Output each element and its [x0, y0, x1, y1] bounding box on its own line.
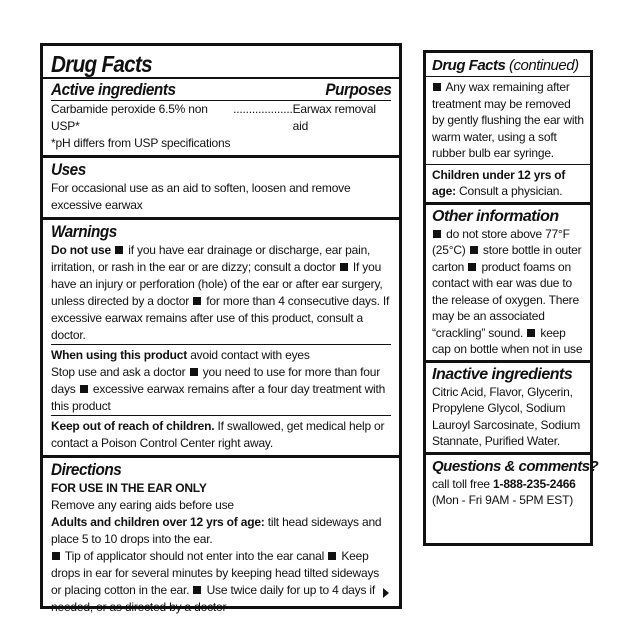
remove-aids-text: Remove any earing aids before use	[51, 498, 234, 512]
active-ingredients-section	[43, 77, 399, 155]
children-text: Consult a physician.	[459, 184, 563, 198]
adults-label: Adults and children over 12 yrs of age:	[51, 515, 265, 529]
adults-text: tilt head sideways and place 5 to 10 drops into the ear.	[51, 515, 382, 546]
ph-note: *pH differs from USP specifications	[51, 136, 231, 150]
do-not-use-label: Do not use	[51, 243, 111, 257]
continued-title	[432, 56, 584, 75]
bullet-icon	[527, 329, 535, 337]
questions-section	[426, 452, 599, 511]
when-using-text: avoid contact with eyes	[190, 348, 310, 362]
bullet-icon	[193, 297, 201, 305]
drug-facts-header	[43, 46, 399, 77]
active-ingredient: Carbamide peroxide 6.5% non USP*	[51, 102, 208, 133]
hours-text: (Mon - Fri 9AM - 5PM EST)	[432, 493, 574, 507]
keep-out-block	[51, 418, 391, 452]
questions-heading: Questions & comments?	[432, 457, 599, 475]
directions-heading: Directions	[51, 460, 122, 479]
directions-section	[43, 455, 399, 619]
active-ingredients-heading: Active ingredients	[51, 80, 176, 99]
wax-text: Any wax remaining after treatment may be removed by gently flushing the ear with warm water, using a soft rubber bulb ear syringe.	[432, 80, 584, 160]
bullet-icon	[468, 263, 476, 271]
bullet-icon	[115, 246, 123, 254]
do-not-use-block	[51, 242, 391, 345]
inactive-section	[426, 360, 590, 452]
other-info-4: keep cap on bottle when not in use	[432, 325, 583, 356]
directions-bullet-2: Keep drops in ear for several minutes by keeping head tilted sideways or placing cotton in the ear.	[51, 549, 380, 597]
active-purpose: Earwax removal aid	[292, 102, 376, 133]
other-info-3: product foams on contact with ear was due to the release of oxygen. There may be an associated “crackling” sound.	[432, 259, 579, 340]
children-label: Children under 12 yrs of age:	[432, 167, 566, 198]
stop-use-text: Stop use and ask a doctor	[51, 365, 186, 379]
bullet-icon	[433, 230, 441, 238]
phone-number[interactable]: 1-888-235-2466	[493, 476, 576, 491]
continued-title-suffix: (continued)	[509, 57, 579, 74]
bullet-icon	[470, 246, 478, 254]
uses-text: For occasional use as an aid to soften, loosen and remove excessive earwax	[51, 181, 351, 212]
bullet-icon	[80, 385, 88, 393]
other-info-1: do not store above 77°F (25°C)	[432, 226, 570, 257]
when-using-label: When using this product	[51, 348, 188, 362]
continue-arrow-icon	[383, 588, 389, 598]
bullet-icon	[340, 263, 348, 271]
when-using-block	[51, 347, 391, 364]
other-info-heading: Other information	[432, 207, 559, 225]
purposes-heading: Purposes	[324, 80, 391, 99]
other-info-text	[432, 226, 584, 358]
warnings-section	[43, 217, 399, 455]
bullet-icon	[190, 368, 198, 376]
continued-header	[426, 53, 590, 76]
wax-section	[426, 76, 590, 164]
do-not-use-3: for more than 4 consecutive days. If excessive earwax remains after use of this product, consult a doctor.	[51, 294, 390, 342]
inactive-heading: Inactive ingredients	[432, 365, 573, 383]
do-not-use-2: If you have an injury or perforation (hole) of the ear or after ear surgery, unless directed by a doctor	[51, 260, 383, 308]
bullet-icon	[433, 83, 441, 91]
uses-heading: Uses	[51, 160, 86, 179]
bullet-icon	[328, 552, 336, 560]
continued-title-text: Drug Facts	[432, 57, 506, 74]
bullet-icon	[52, 552, 60, 560]
uses-section	[43, 155, 399, 217]
do-not-use-1: if you have ear drainage or discharge, ear pain, irritation, or rash in the ear or are dizzy; consult a doctor	[51, 243, 371, 274]
call-text: call toll free	[432, 476, 490, 491]
children-section	[426, 164, 590, 202]
wax-block	[432, 79, 584, 162]
warnings-heading: Warnings	[51, 222, 117, 241]
directions-bullet-1: Tip of applicator should not enter into the ear canal	[64, 549, 325, 563]
for-use-text: FOR USE IN THE EAR ONLY	[51, 481, 207, 495]
directions-bullet-3: Use twice daily for up to 4 days if needed, or as directed by a doctor	[51, 583, 375, 614]
stop-use-1: you need to use for more than four days	[51, 365, 381, 396]
other-info-2: store bottle in outer carton	[432, 243, 582, 274]
bullet-icon	[193, 586, 201, 594]
keep-out-label: Keep out of reach of children.	[51, 419, 215, 433]
drug-facts-panel	[40, 43, 402, 614]
other-info-section	[426, 202, 590, 360]
adults-block	[51, 514, 391, 548]
drug-facts-continued-panel	[423, 50, 599, 546]
drug-facts-title: Drug Facts	[51, 51, 152, 77]
keep-out-text: If swallowed, get medical help or contact a Poison Control Center right away.	[51, 419, 385, 450]
directions-bullets	[51, 548, 391, 616]
inactive-text: Citric Acid, Flavor, Glycerin, Propylene Glycol, Sodium Lauroyl Sarcosinate, Sodium Stannate, Purified Water.	[432, 384, 581, 448]
phone-line	[432, 476, 584, 493]
leader-dots: ...................	[233, 102, 293, 116]
children-block	[432, 167, 584, 200]
stop-use-block	[51, 364, 391, 416]
stop-use-2: excessive earwax remains after a four day treatment with this product	[51, 382, 386, 413]
